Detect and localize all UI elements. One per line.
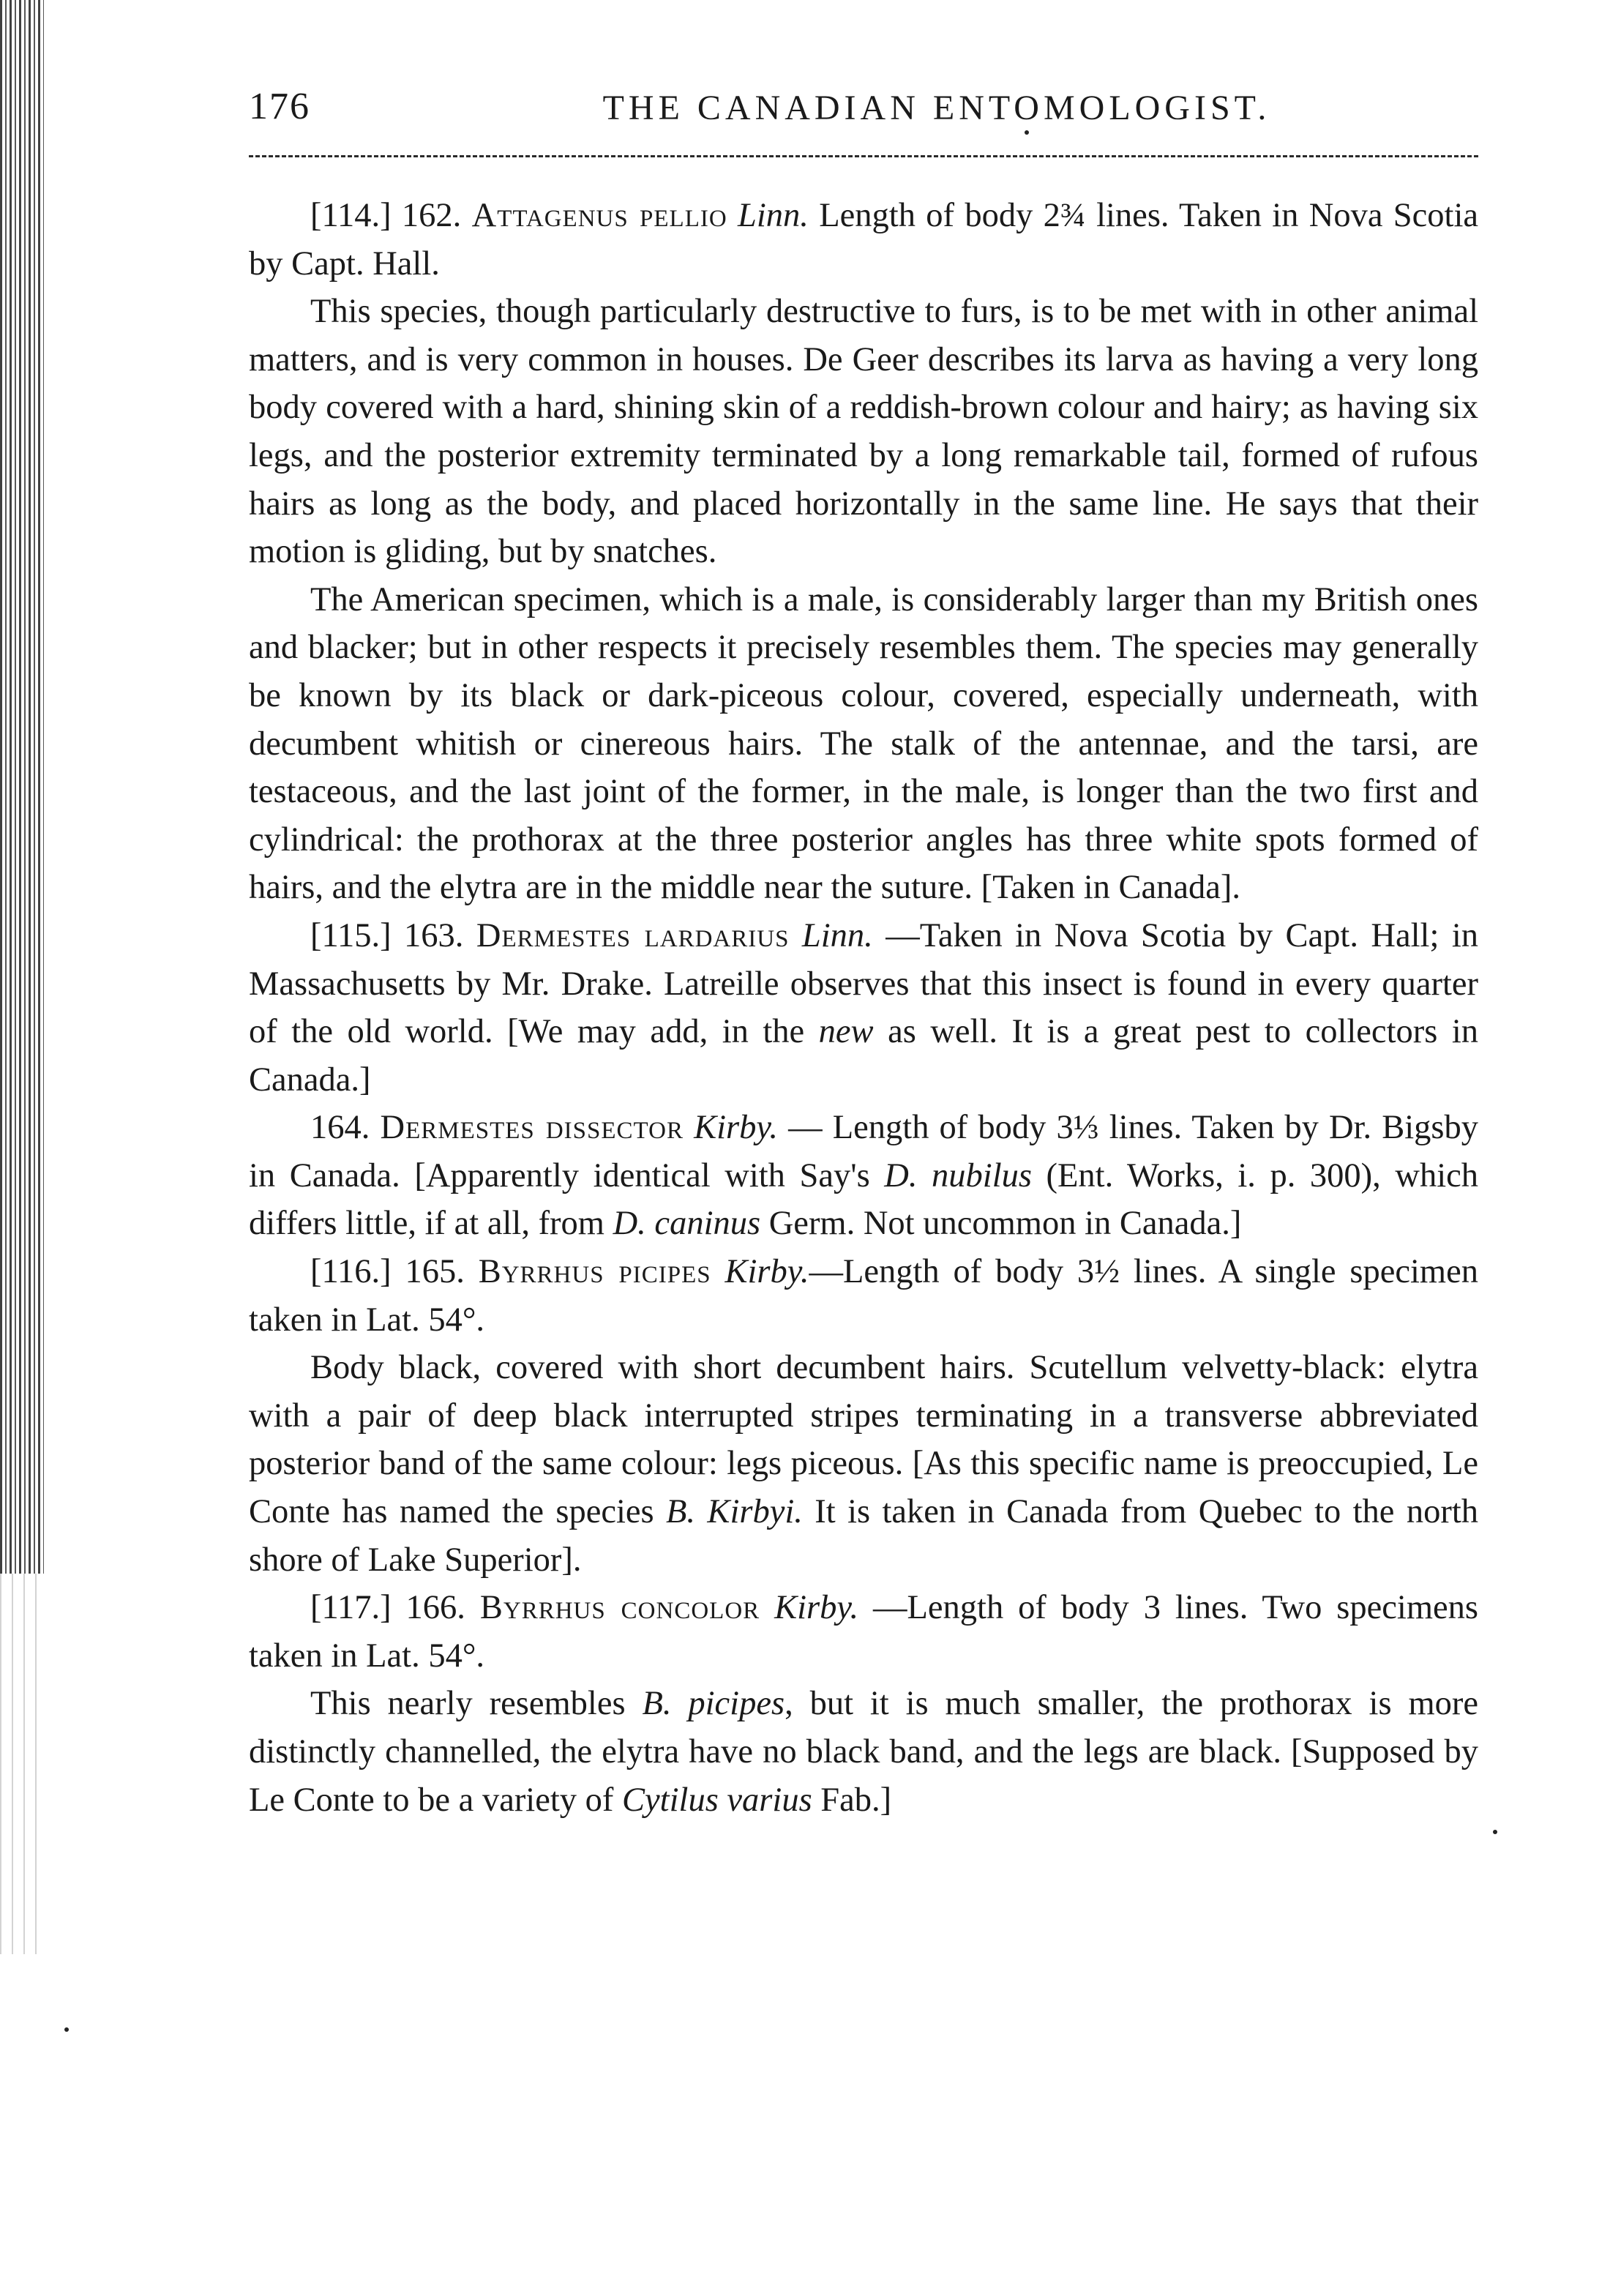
page-binding-edge xyxy=(0,0,44,1574)
synonym: Cytilus varius xyxy=(622,1781,812,1819)
entry-117 xyxy=(249,1584,1478,1680)
species-name: Byrrhus concolor xyxy=(479,1589,760,1627)
paragraph-text: Fab.] xyxy=(812,1781,892,1819)
species-author: Kirby. xyxy=(694,1109,779,1147)
print-speck xyxy=(1025,130,1029,135)
synonym: B. picipes xyxy=(642,1685,785,1723)
entry-text: —Taken in Nova Scotia by Capt. Hall; in Massachusetts by Mr. Drake. Latreille observes that this insect is found in every quarter of the old world. [We may add, in the xyxy=(249,916,1479,1051)
species-author: Linn. xyxy=(801,916,873,954)
species-author: Kirby. xyxy=(774,1589,859,1627)
paragraph-text: It is taken in Canada from Quebec to the north shore of Lake Superior]. xyxy=(249,1493,1478,1579)
paragraph-text: This nearly resembles xyxy=(310,1685,643,1723)
paragraph-text: Body black, covered with short decumbent hairs. Scutellum velvetty-black: elytra with a pair of deep black interrupted stripes terminating in a transverse abbreviated posterior band of the same colour: legs piceous. [As this specific name is preoccupied, Le Conte has named the species xyxy=(249,1349,1478,1531)
print-speck xyxy=(1493,1830,1497,1834)
paragraph xyxy=(249,1344,1478,1584)
italic-word: new xyxy=(818,1013,874,1051)
entry-text: Length of body 2¾ lines. Taken in Nova Scotia by Capt. Hall. xyxy=(249,197,1479,283)
entry-ref: [116.] 165. xyxy=(310,1253,465,1291)
entry-ref: [115.] 163. xyxy=(310,916,464,954)
page-header xyxy=(249,85,1478,136)
paragraph-text: , but it is much smaller, the prothorax is more distinctly channelled, the elytra have no black band, and the legs are black. [Supposed by Le Conte to be a variety of xyxy=(249,1685,1478,1819)
entry-text: (Ent. Works, i. p. 300), which differs little, if at all, from xyxy=(249,1156,1478,1243)
entry-text: — Length of body 3⅓ lines. Taken by Dr. Bigsby in Canada. [Apparently identical with Say's xyxy=(249,1109,1479,1194)
species-author: Linn. xyxy=(738,197,809,234)
synonym: D. caninus xyxy=(613,1205,761,1243)
body-text xyxy=(249,192,1478,1824)
entry-164 xyxy=(249,1104,1478,1248)
entry-text: Germ. Not uncommon in Canada.] xyxy=(760,1205,1242,1243)
entry-text: as well. It is a great pest to collectors in Canada.] xyxy=(249,1013,1478,1099)
entry-ref: [117.] 166. xyxy=(310,1589,465,1627)
page-number: 176 xyxy=(249,86,310,127)
entry-115 xyxy=(249,912,1478,1104)
paragraph xyxy=(249,1680,1478,1824)
species-name: Attagenus pellio xyxy=(471,197,727,234)
synonym: B. Kirbyi. xyxy=(666,1493,803,1531)
entry-114 xyxy=(249,192,1478,288)
species-name: Dermestes lardarius xyxy=(476,916,790,954)
species-name: Dermestes dissector xyxy=(380,1109,684,1147)
entry-116 xyxy=(249,1248,1478,1344)
paragraph: This species, though particularly destructive to furs, is to be met with in other animal matters, and is very common in houses. De Geer describes its larva as having a very long body covered with a hard, shining skin of a reddish-brown colour and hairy; as having six legs, and the posterior extremity terminated by a long remarkable tail, formed of rufous hairs as long as the body, and placed horizontally in the same line. He says that their motion is gliding, but by snatches. xyxy=(249,293,1478,571)
paragraph: The American specimen, which is a male, is considerably larger than my British ones and blacker; but in other respects it precisely resembles them. The species may generally be known by its black or dark-piceous colour, covered, especially underneath, with decumbent whitish or cinereous hairs. The stalk of the antennae, and the tarsi, are testaceous, and the last joint of the former, in the male, is longer than the two first and cylindrical: the prothorax at the three posterior angles has three white spots formed of hairs, and the elytra are in the middle near the suture. [Taken in Canada]. xyxy=(249,580,1478,907)
header-rule xyxy=(249,155,1478,157)
entry-ref: 164. xyxy=(310,1109,370,1147)
print-speck xyxy=(64,2027,69,2032)
entry-ref: [114.] 162. xyxy=(310,197,462,234)
entry-text: —Length of body 3 lines. Two specimens taken in Lat. 54°. xyxy=(249,1589,1479,1675)
species-author: Kirby. xyxy=(724,1253,809,1291)
running-title: THE CANADIAN ENTOMOLOGIST. xyxy=(602,89,1271,127)
species-name: Byrrhus picipes xyxy=(478,1253,711,1291)
synonym: D. nubilus xyxy=(884,1156,1032,1194)
entry-text: —Length of body 3½ lines. A single specimen taken in Lat. 54°. xyxy=(249,1253,1478,1339)
